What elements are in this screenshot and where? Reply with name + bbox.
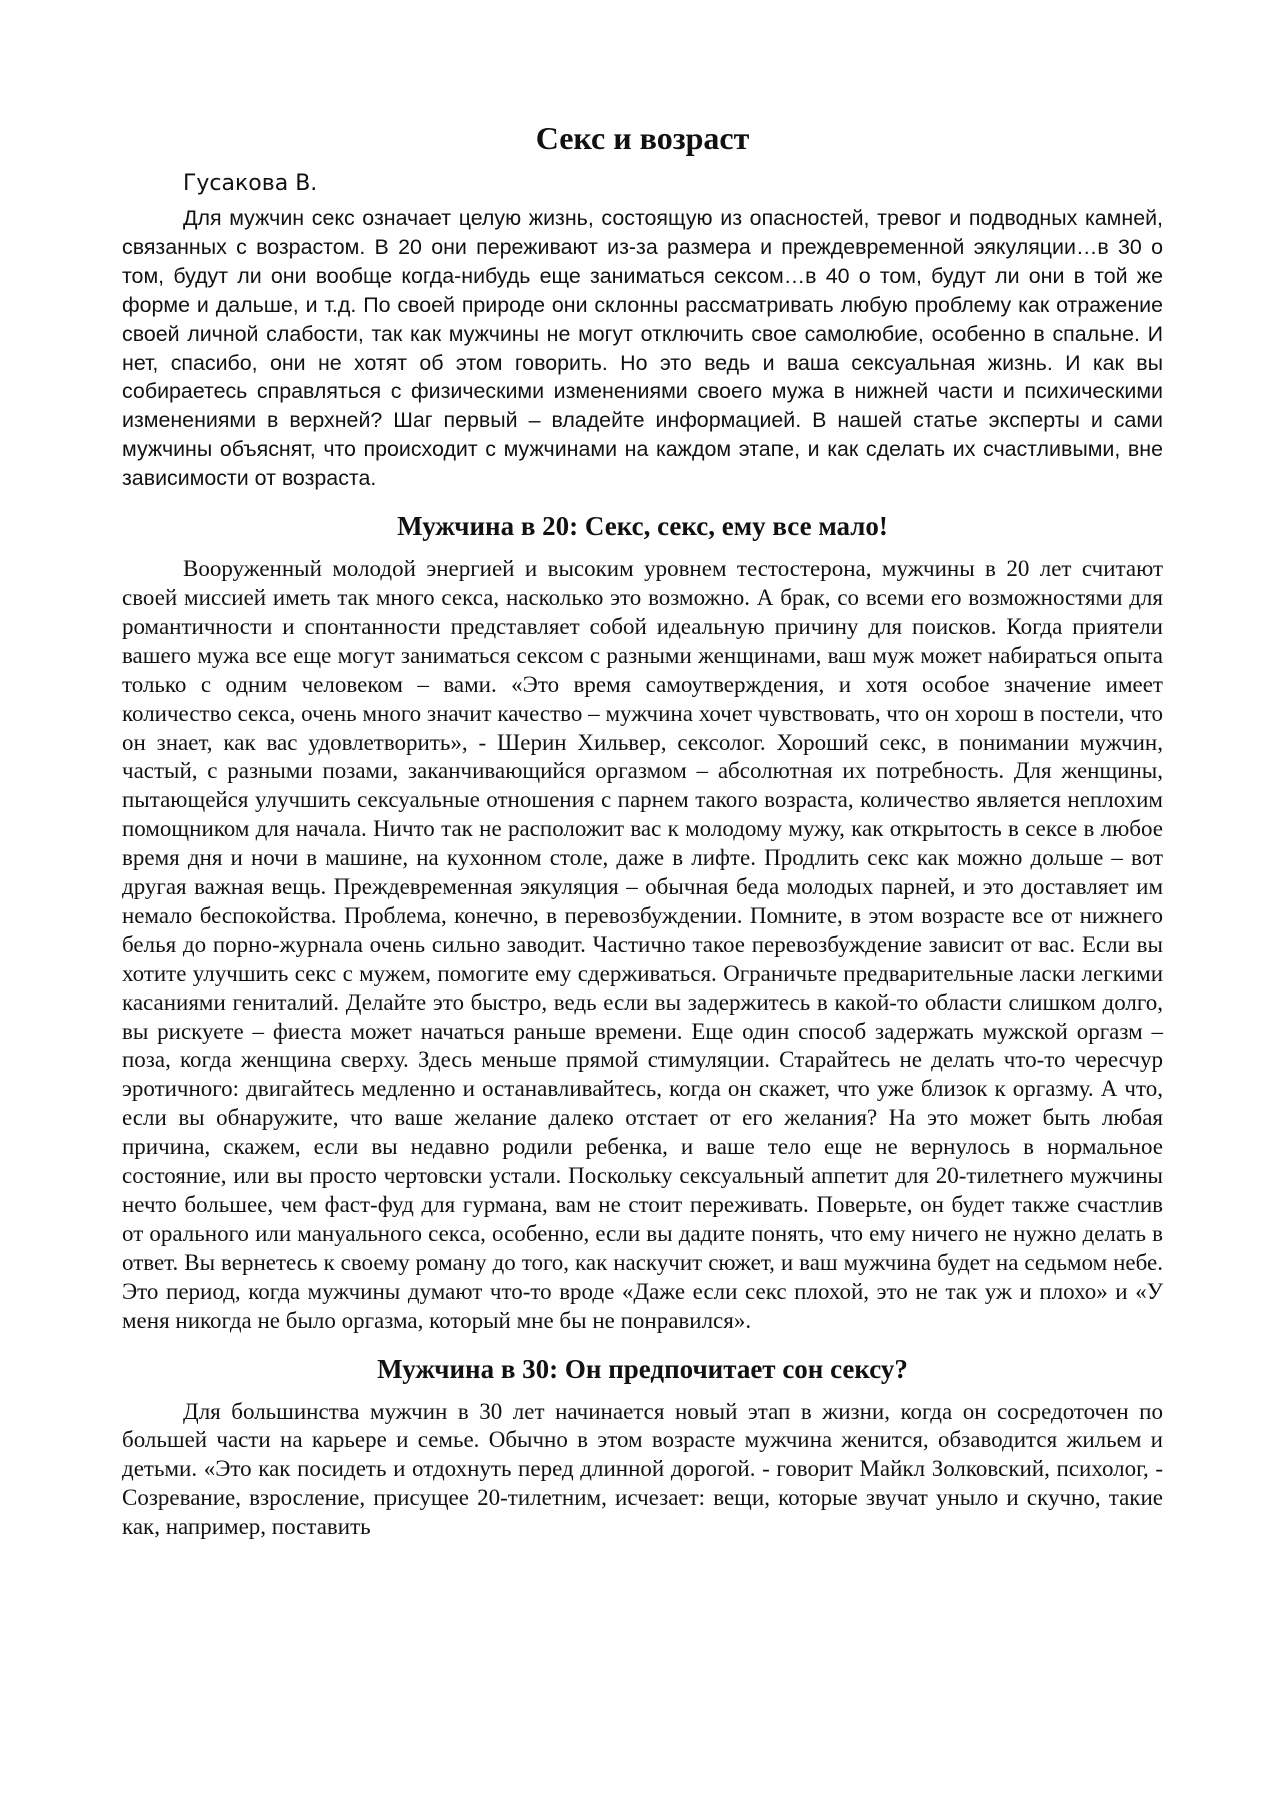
section-paragraph-30: Для большинства мужчин в 30 лет начинается новый этап в жизни, когда он сосредоточен по большей части на карьере и семье. Обычно в этом возрасте мужчина женится, обзаводится жильем и детьми. «Это как посидеть и отдохнуть перед длинной дорогой. - говорит Майкл Золковский, психолог, - Созревание, взросление, присущее 20-тилетним, исчезает: вещи, которые звучат уныло и скучно, такие как, например, поставить bbox=[122, 1398, 1163, 1540]
section-heading-30: Мужчина в 30: Он предпочитает сон сексу? bbox=[377, 1353, 908, 1384]
document-title: Секс и возраст bbox=[535, 120, 750, 156]
section-paragraph-20: Вооруженный молодой энергией и высоким уровнем тестостерона, мужчины в 20 лет считают своей миссией иметь так много секса, насколько это возможно. А брак, со всеми его возможностями для романтичности и спонтанности представляет собой идеальную причину для поисков. Когда приятели вашего мужа все еще могут заниматься сексом с разными женщинами, ваш муж может набираться опыта только с одним человеком – вами. «Это время самоутверждения, и хотя особое значение имеет количество секса, очень много значит качество – мужчина хочет чувствовать, что он хорош в постели, что он знает, как вас удовлетворить», - Шерин Хильвер, сексолог. Хороший секс, в понимании мужчин, частый, с разными позами, заканчивающийся оргазмом – абсолютная их потребность. Для женщины, пытающейся улучшить сексуальные отношения с парнем такого возраста, количество является неплохим помощником для начала. Ничто так не расположит вас к молодому мужу, как открытость в сексе в любое время дня и ночи в машине, на кухонном столе, даже в лифте. Продлить секс как можно дольше – вот другая важная вещь. Преждевременная эякуляция – обычная беда молодых парней, и это доставляет им немало беспокойства. Проблема, конечно, в перевозбуждении. Помните, в этом возрасте все от нижнего белья до порно-журнала очень сильно заводит. Частично такое перевозбуждение зависит от вас. Если вы хотите улучшить секс с мужем, помогите ему сдерживаться. Ограничьте предварительные ласки легкими касаниями гениталий. Делайте это быстро, ведь если вы задержитесь в какой-то области слишком долго, вы рискуете – фиеста может начаться раньше времени. Еще один способ задержать мужской оргазм – поза, когда женщина сверху. Здесь меньше прямой стимуляции. Старайтесь не делать что-то чересчур эротичного: двигайтесь медленно и останавливайтесь, когда он скажет, что уже близок к оргазму. А что, если вы обнаружите, что ваше желание далеко отстает от его желания? На это может быть любая причина, скажем, если вы недавно родили ребенка, и ваше тело еще не вернулось в нормальное состояние, или вы просто чертовски устали. Поскольку сексуальный аппетит для 20-тилетнего мужчины нечто большее, чем фаст-фуд для гурмана, вам не стоит переживать. Поверьте, он будет также счастлив от орального или мануального секса, особенно, если вы дадите понять, что ему ничего не нужно делать в ответ. Вы вернетесь к своему роману до того, как наскучит сюжет, и ваш мужчина будет на седьмом небе. Это период, когда мужчины думают что-то вроде «Даже если секс плохой, это не так уж и плохо» и «У меня никогда не было оргазма, который мне бы не понравился». bbox=[122, 556, 1163, 1333]
intro-paragraph: Для мужчин секс означает целую жизнь, состоящую из опасностей, тревог и подводных камней, связанных с возрастом. В 20 они переживают из-за размера и преждевременной эякуляции…в 30 о том, будут ли они вообще когда-нибудь еще заниматься сексом…в 40 о том, будут ли они в той же форме и дальше, и т.д. По своей природе они склонны рассматривать любую проблему как отражение своей личной слабости, так как мужчины не могут отключить свое самолюбие, особенно в спальне. И нет, спасибо, они не хотят об этом говорить. Но это ведь и ваша сексуальная жизнь. И как вы собираетесь справляться с физическими изменениями своего мужа в нижней части и психическими изменениями в верхней? Шаг первый – владейте информацией. В нашей статье эксперты и сами мужчины объяснят, что происходит с мужчинами на каждом этапе, и как сделать их счастливыми, вне зависимости от возраста. bbox=[122, 206, 1163, 491]
document-author: Гусакова В. bbox=[183, 171, 318, 196]
document-page bbox=[122, 118, 1163, 1542]
section-heading-20: Мужчина в 20: Секс, секс, ему все мало! bbox=[397, 511, 888, 542]
